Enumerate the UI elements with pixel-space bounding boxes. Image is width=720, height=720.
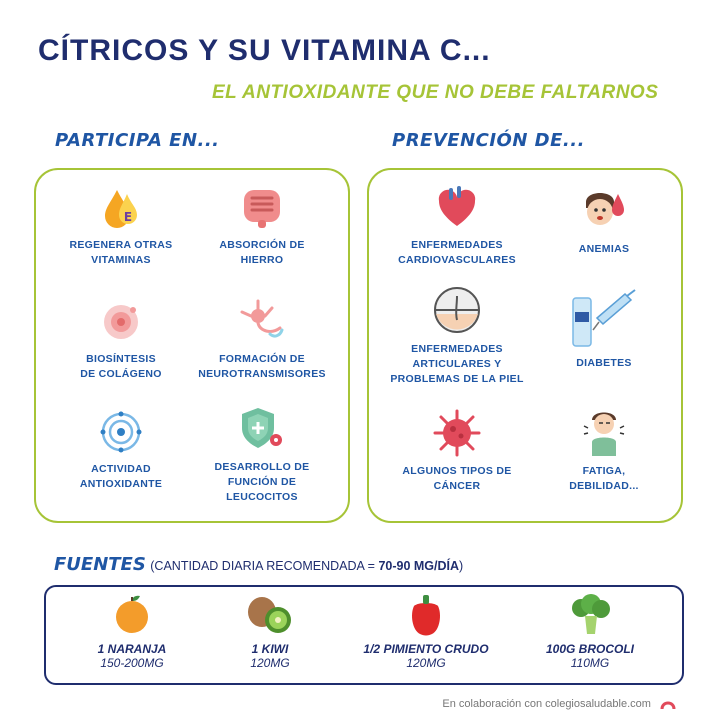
- footer-text: En colaboración con colegiosaludable.com: [442, 697, 651, 710]
- kiwi-icon: [244, 592, 296, 636]
- item-caption: BIOSÍNTESIS DE COLÁGENO: [80, 353, 162, 380]
- page-subtitle: EL ANTIOXIDANTE QUE NO DEBE FALTARNOS: [212, 82, 659, 103]
- participa-item-colageno: [62, 298, 180, 382]
- participa-item-leucocitos: [206, 402, 318, 505]
- footer: [442, 697, 676, 711]
- collagen-cell-icon: [97, 298, 145, 346]
- vitamin-letter: E: [123, 210, 133, 224]
- food-name: 100G BROCOLI: [545, 642, 635, 656]
- item-caption: ENFERMEDADES CARDIOVASCULARES: [398, 239, 516, 266]
- atom-icon: [97, 408, 145, 456]
- item-caption: DESARROLLO DE FUNCIÓN DE LEUCOCITOS: [214, 461, 310, 503]
- participa-item-antioxidante: [62, 408, 180, 492]
- prevencion-label: PREVENCIÓN DE...: [392, 130, 585, 151]
- prevencion-item-fatiga: [554, 406, 654, 494]
- prevencion-item-anemias: [554, 184, 654, 257]
- item-caption: ABSORCIÓN DE HIERRO: [219, 239, 305, 266]
- food-name: 1/2 PIMIENTO CRUDO: [363, 642, 489, 656]
- item-caption: ANEMIAS: [578, 243, 630, 255]
- shield-virus-icon: [236, 402, 288, 454]
- tired-person-icon: [580, 406, 628, 458]
- colegio-saludable-logo-icon: [660, 697, 676, 711]
- prevencion-item-cancer: [398, 408, 516, 494]
- skin-layer-icon: [431, 284, 483, 336]
- cancer-cell-icon: [432, 408, 482, 458]
- prevencion-item-cardio: [394, 184, 520, 268]
- vitamin-e-drop-icon: [97, 184, 145, 232]
- food-name: 1 NARANJA: [97, 642, 167, 656]
- insulin-syringe-icon: [569, 288, 639, 350]
- item-caption: REGENERA OTRAS VITAMINAS: [69, 239, 173, 266]
- prevencion-item-articulares: [388, 284, 526, 387]
- item-caption: ALGUNOS TIPOS DE CÁNCER: [402, 465, 512, 492]
- food-amount: 110MG: [570, 656, 610, 670]
- participa-label: PARTICIPA EN...: [55, 130, 220, 151]
- food-amount: 120MG: [250, 656, 290, 670]
- item-caption: DIABETES: [576, 357, 632, 369]
- intestine-icon: [238, 184, 286, 232]
- broccoli-icon: [567, 592, 613, 636]
- food-naranja: [84, 592, 180, 670]
- item-caption: FATIGA, DEBILIDAD...: [569, 465, 639, 492]
- food-pimiento: [356, 592, 496, 670]
- food-name: 1 KIWI: [251, 642, 289, 656]
- orange-icon: [110, 592, 154, 636]
- participa-item-regenera: [62, 184, 180, 268]
- food-amount: 120MG: [406, 656, 446, 670]
- heart-icon: [433, 184, 481, 232]
- item-caption: ACTIVIDAD ANTIOXIDANTE: [79, 463, 163, 490]
- item-caption: FORMACIÓN DE NEUROTRANSMISORES: [198, 353, 326, 380]
- food-brocoli: [540, 592, 640, 670]
- food-amount: 150-200MG: [100, 656, 164, 670]
- participa-item-absorcion: [200, 184, 324, 268]
- red-pepper-icon: [406, 592, 446, 636]
- pale-face-blood-drop-icon: [578, 184, 630, 236]
- item-caption: ENFERMEDADES ARTICULARES Y PROBLEMAS DE LA PIEL: [390, 343, 524, 385]
- prevencion-item-diabetes: [554, 288, 654, 371]
- food-kiwi: [228, 592, 312, 670]
- participa-item-neuro: [196, 298, 328, 382]
- fuentes-note: (CANTIDAD DIARIA RECOMENDADA = 70-90 MG/DÍA): [150, 559, 464, 573]
- page-title: CÍTRICOS Y SU VITAMINA C...: [38, 34, 491, 67]
- neuron-icon: [238, 298, 286, 346]
- fuentes-heading: [54, 554, 463, 575]
- fuentes-label: FUENTES: [54, 554, 146, 575]
